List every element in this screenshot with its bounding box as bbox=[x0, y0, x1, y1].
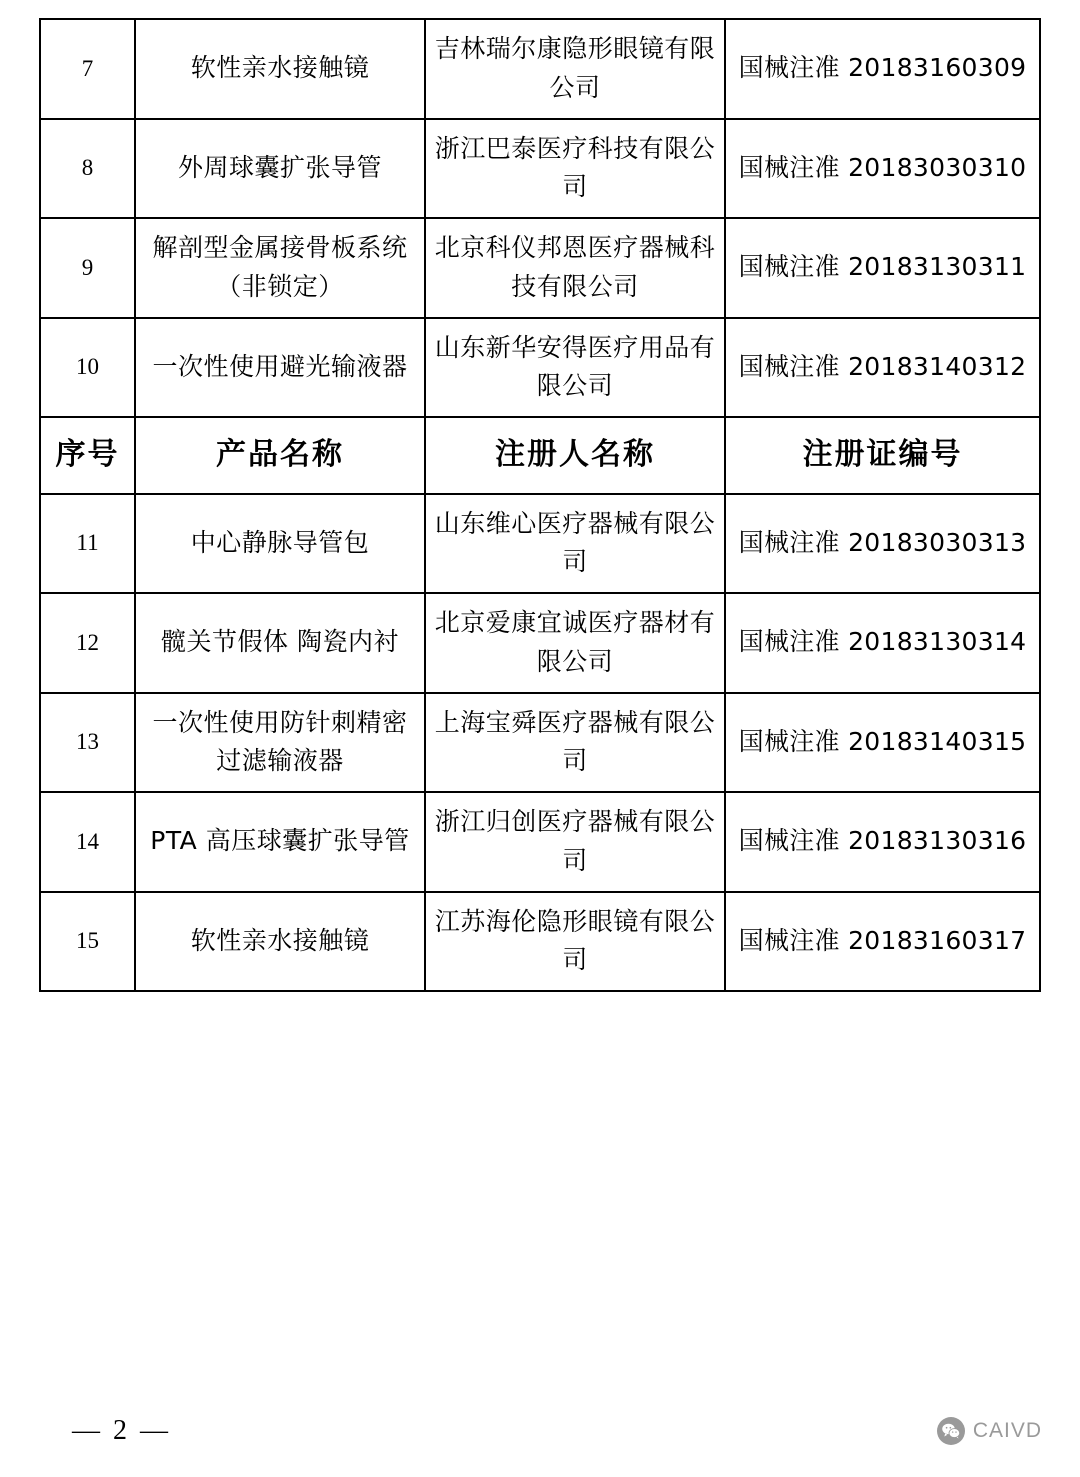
cell-registrant-name: 吉林瑞尔康隐形眼镜有限公司 bbox=[425, 19, 725, 119]
cell-sequence: 10 bbox=[40, 318, 135, 418]
cell-registrant-name: 江苏海伦隐形眼镜有限公司 bbox=[425, 892, 725, 992]
table-row bbox=[40, 792, 1040, 892]
cell-registrant-name: 山东维心医疗器械有限公司 bbox=[425, 494, 725, 594]
cell-sequence: 14 bbox=[40, 792, 135, 892]
cell-certificate-number: 国械注准 20183030310 bbox=[725, 119, 1040, 219]
cell-product-name: 髋关节假体 陶瓷内衬 bbox=[135, 593, 425, 693]
cell-registrant-name: 北京科仪邦恩医疗器械科技有限公司 bbox=[425, 218, 725, 318]
cell-certificate-number: 国械注准 20183140315 bbox=[725, 693, 1040, 793]
table-row bbox=[40, 318, 1040, 418]
watermark-label: CAIVD bbox=[972, 1419, 1042, 1442]
cell-product-name: 中心静脉导管包 bbox=[135, 494, 425, 594]
cell-product-name: 软性亲水接触镜 bbox=[135, 892, 425, 992]
cell-certificate-number: 国械注准 20183130314 bbox=[725, 593, 1040, 693]
cell-sequence: 9 bbox=[40, 218, 135, 318]
cell-product-name: 一次性使用避光输液器 bbox=[135, 318, 425, 418]
wechat-icon bbox=[937, 1417, 965, 1445]
page-footer bbox=[0, 1395, 1080, 1455]
cell-certificate-number: 国械注准 20183160309 bbox=[725, 19, 1040, 119]
cell-certificate-number: 国械注准 20183160317 bbox=[725, 892, 1040, 992]
cell-sequence: 12 bbox=[40, 593, 135, 693]
watermark bbox=[937, 1417, 1042, 1445]
cell-certificate-number: 国械注准 20183140312 bbox=[725, 318, 1040, 418]
column-header-product-name: 产品名称 bbox=[135, 417, 425, 494]
cell-registrant-name: 浙江巴泰医疗科技有限公司 bbox=[425, 119, 725, 219]
column-header-sequence: 序号 bbox=[40, 417, 135, 494]
cell-certificate-number: 国械注准 20183030313 bbox=[725, 494, 1040, 594]
cell-product-name: 软性亲水接触镜 bbox=[135, 19, 425, 119]
table-row bbox=[40, 593, 1040, 693]
column-header-certificate-number: 注册证编号 bbox=[725, 417, 1040, 494]
cell-product-name: PTA 高压球囊扩张导管 bbox=[135, 792, 425, 892]
table-row bbox=[40, 119, 1040, 219]
registration-table bbox=[39, 18, 1041, 992]
cell-certificate-number: 国械注准 20183130311 bbox=[725, 218, 1040, 318]
table-row bbox=[40, 693, 1040, 793]
table-row bbox=[40, 19, 1040, 119]
cell-certificate-number: 国械注准 20183130316 bbox=[725, 792, 1040, 892]
table-row bbox=[40, 892, 1040, 992]
cell-sequence: 13 bbox=[40, 693, 135, 793]
cell-sequence: 15 bbox=[40, 892, 135, 992]
table-row bbox=[40, 494, 1040, 594]
cell-registrant-name: 上海宝舜医疗器械有限公司 bbox=[425, 693, 725, 793]
cell-product-name: 一次性使用防针刺精密过滤输液器 bbox=[135, 693, 425, 793]
cell-registrant-name: 山东新华安得医疗用品有限公司 bbox=[425, 318, 725, 418]
cell-product-name: 外周球囊扩张导管 bbox=[135, 119, 425, 219]
cell-registrant-name: 浙江归创医疗器械有限公司 bbox=[425, 792, 725, 892]
table-row bbox=[40, 218, 1040, 318]
cell-sequence: 7 bbox=[40, 19, 135, 119]
column-header-registrant-name: 注册人名称 bbox=[425, 417, 725, 494]
table-header-row bbox=[40, 417, 1040, 494]
cell-registrant-name: 北京爱康宜诚医疗器材有限公司 bbox=[425, 593, 725, 693]
page-number: — 2 — bbox=[72, 1415, 171, 1446]
cell-sequence: 11 bbox=[40, 494, 135, 594]
cell-product-name: 解剖型金属接骨板系统（非锁定） bbox=[135, 218, 425, 318]
cell-sequence: 8 bbox=[40, 119, 135, 219]
